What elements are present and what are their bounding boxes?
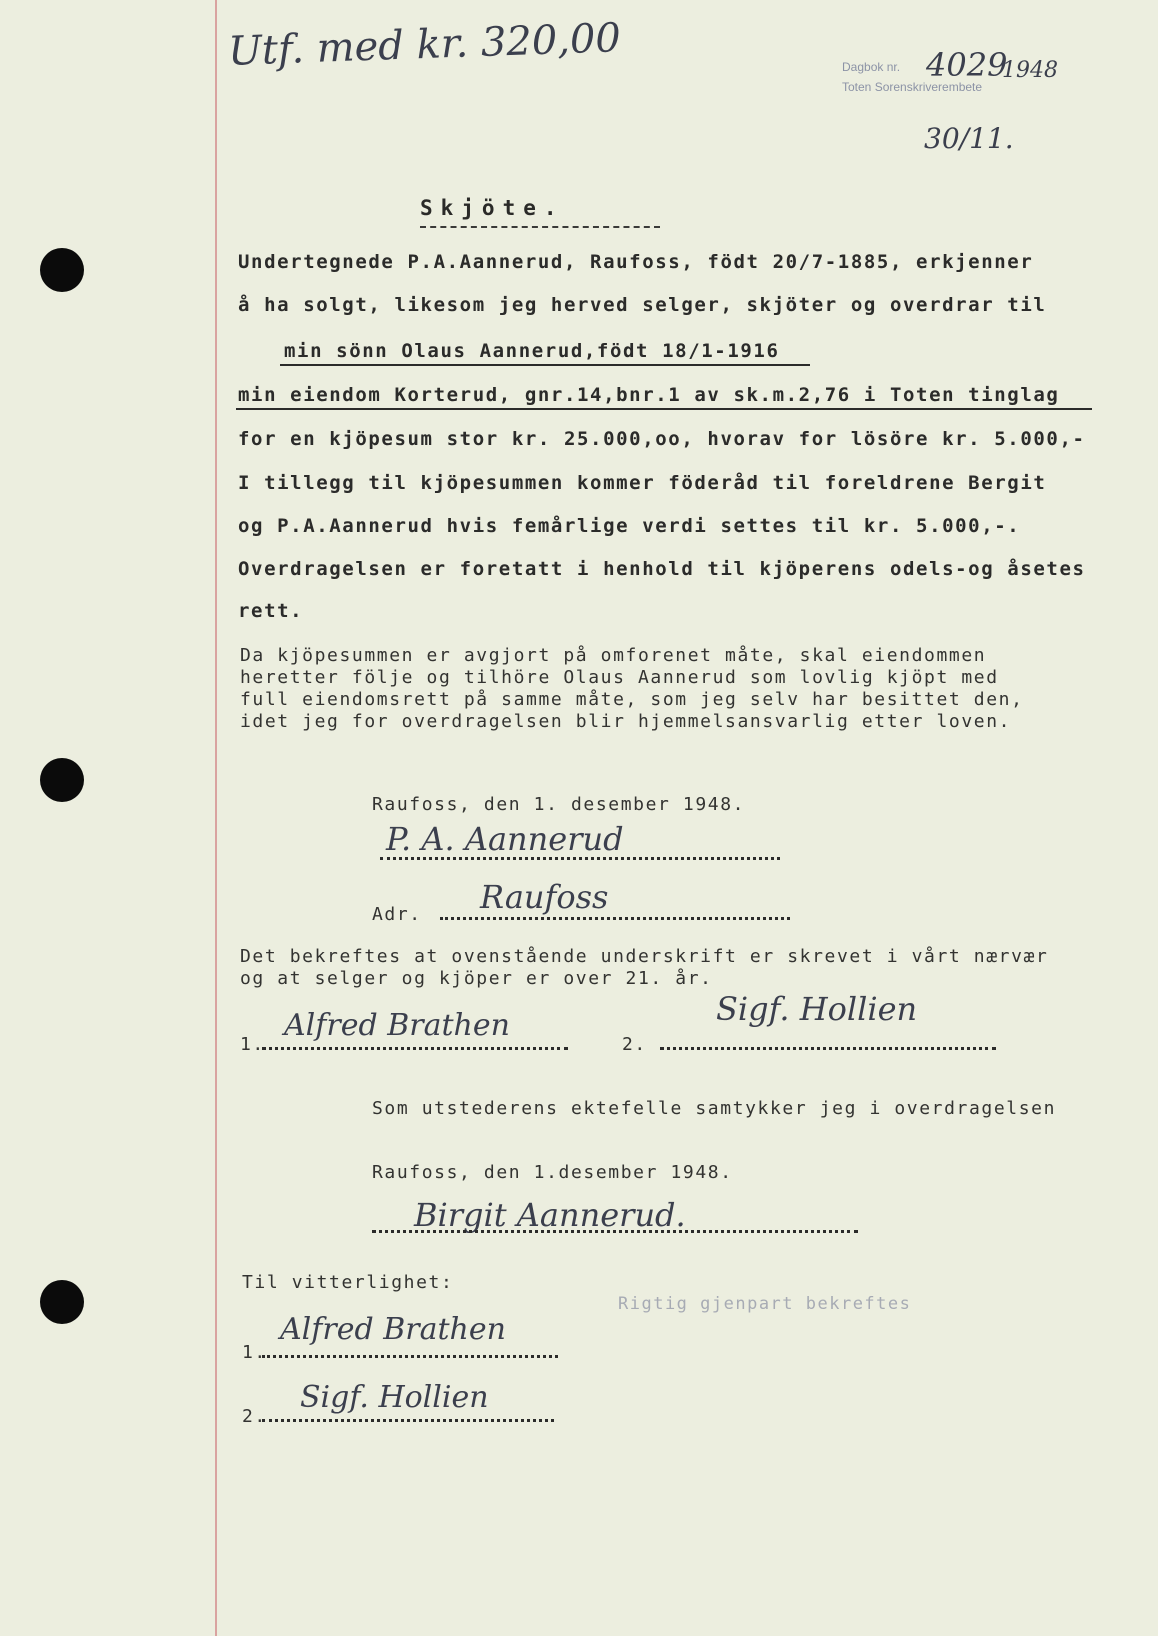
dagbok-year: 1948 bbox=[1002, 58, 1058, 83]
text-line-5: for en kjöpesum stor kr. 25.000,oo, hvorav for lösöre kr. 5.000,- bbox=[238, 428, 1086, 450]
document-title: Skjöte. bbox=[420, 196, 565, 220]
text-line-6: I tillegg til kjöpesummen kommer föderåd til foreldrene Bergit bbox=[238, 472, 1047, 494]
witness-1-dotted-line bbox=[262, 1047, 568, 1050]
paragraph-line-4: idet jeg for overdragelsen blir hjemmelsansvarlig etter loven. bbox=[240, 711, 1012, 732]
text-line-1: Undertegnede P.A.Aannerud, Raufoss, födt 20/7-1885, erkjenner bbox=[238, 251, 1034, 273]
text-line-8: Overdragelsen er foretatt i henhold til kjöperens odels-og åsetes bbox=[238, 558, 1086, 580]
witness-2-signature: Sigf. Hollien bbox=[716, 990, 918, 1028]
witness-2-dotted-line bbox=[660, 1047, 996, 1050]
witness-2-number: 2. bbox=[622, 1034, 647, 1055]
stamp-line-2: Toten Sorenskriverembete bbox=[842, 80, 983, 94]
punch-hole bbox=[40, 1280, 84, 1324]
text-line-2: å ha solgt, likesom jeg herved selger, skjöter og overdrar til bbox=[238, 294, 1047, 316]
punch-hole bbox=[40, 248, 84, 292]
vitterlighet-1-number: 1. bbox=[242, 1342, 267, 1363]
paragraph-line-2: heretter följe og tilhöre Olaus Aannerud som lovlig kjöpt med bbox=[240, 667, 999, 688]
witness-1-signature: Alfred Brathen bbox=[284, 1008, 510, 1043]
text-line-7: og P.A.Aannerud hvis femårlige verdi settes til kr. 5.000,-. bbox=[238, 515, 1021, 537]
spouse-signature: Birgit Aannerud. bbox=[414, 1196, 686, 1234]
fee-annotation: Utf. med kr. 320,00 bbox=[227, 15, 622, 75]
spouse-dotted-line bbox=[372, 1230, 858, 1233]
dagbok-number: 4029 bbox=[926, 46, 1008, 84]
margin-line bbox=[215, 0, 217, 1636]
address-value: Raufoss bbox=[480, 878, 609, 916]
spouse-consent: Som utstederens ektefelle samtykker jeg i overdragelsen bbox=[372, 1098, 1057, 1119]
paragraph-line-1: Da kjöpesummen er avgjort på omforenet måte, skal eiendommen bbox=[240, 645, 987, 666]
place-date-2: Raufoss, den 1.desember 1948. bbox=[372, 1162, 733, 1183]
confirmation-line-1: Det bekreftes at ovenstående underskrift er skrevet i vårt nærvær bbox=[240, 946, 1049, 967]
signature-dotted-line bbox=[380, 857, 780, 860]
vitterlighet-2-dotted-line bbox=[262, 1419, 554, 1422]
vitterlighet-1-signature: Alfred Brathen bbox=[280, 1312, 506, 1347]
vitterlighet-2-number: 2. bbox=[242, 1406, 267, 1427]
paragraph-line-3: full eiendomsrett på samme måte, som jeg selv har besittet den, bbox=[240, 689, 1024, 710]
text-line-3: min sönn Olaus Aannerud,födt 18/1-1916 bbox=[284, 340, 780, 362]
address-dotted-line bbox=[440, 917, 790, 920]
underline-3 bbox=[280, 364, 810, 366]
dagbok-date: 30/11. bbox=[924, 122, 1014, 155]
address-label: Adr. bbox=[372, 904, 422, 925]
copy-confirmation-stamp: Rigtig gjenpart bekreftes bbox=[618, 1294, 912, 1314]
seller-signature: P. A. Aannerud bbox=[386, 820, 624, 858]
vitterlighet-label: Til vitterlighet: bbox=[242, 1272, 454, 1293]
confirmation-line-2: og at selger og kjöper er over 21. år. bbox=[240, 968, 713, 989]
stamp-line-1: Dagbok nr. bbox=[842, 60, 901, 74]
underline-4 bbox=[236, 408, 1092, 410]
place-date-1: Raufoss, den 1. desember 1948. bbox=[372, 794, 746, 815]
witness-1-number: 1. bbox=[240, 1034, 265, 1055]
text-line-9: rett. bbox=[238, 600, 304, 622]
vitterlighet-2-signature: Sigf. Hollien bbox=[300, 1380, 489, 1415]
title-underline bbox=[420, 226, 660, 228]
punch-hole bbox=[40, 758, 84, 802]
vitterlighet-1-dotted-line bbox=[262, 1355, 558, 1358]
text-line-4: min eiendom Korterud, gnr.14,bnr.1 av sk.m.2,76 i Toten tinglag bbox=[238, 384, 1060, 406]
